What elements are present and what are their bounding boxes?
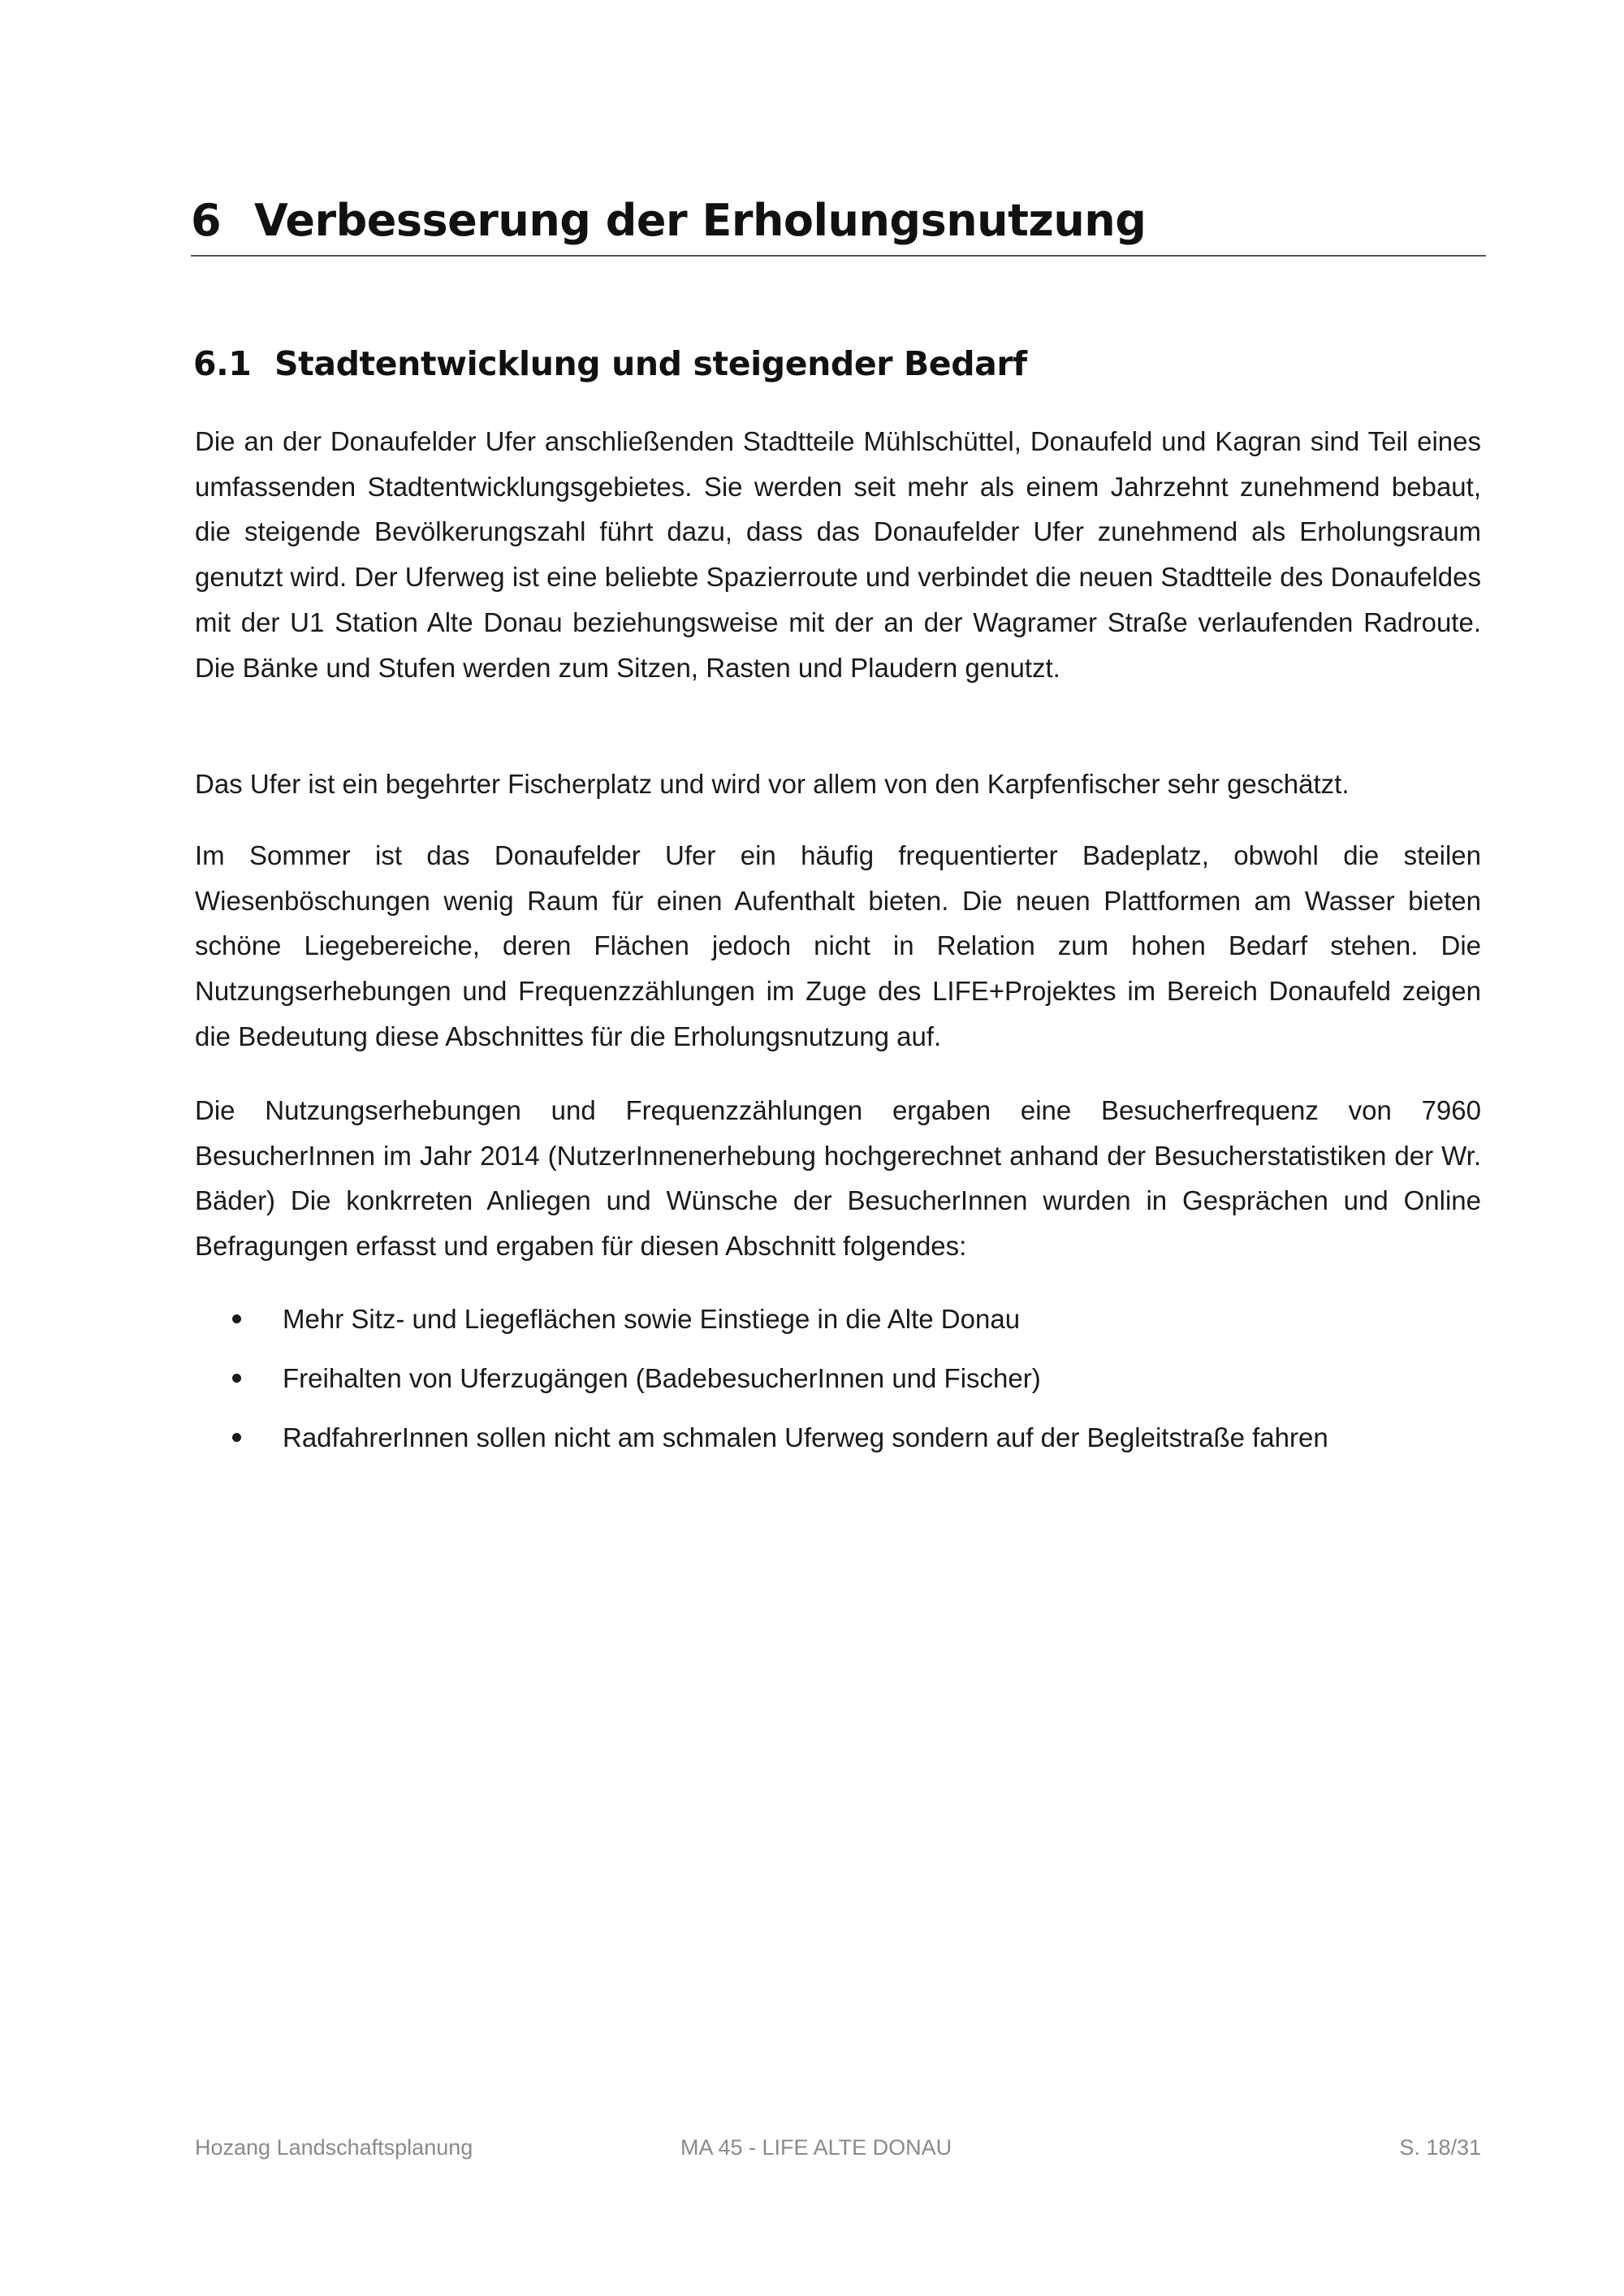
section-number: 6.1 xyxy=(193,344,252,383)
section-title: Stadtentwicklung und steigender Bedarf xyxy=(274,344,1027,383)
requests-list xyxy=(195,1297,1481,1474)
chapter-title: Verbesserung der Erholungsnutzung xyxy=(254,195,1147,246)
bullet-icon xyxy=(232,1374,241,1383)
chapter-number: 6 xyxy=(191,195,222,246)
paragraph-visitor-survey: Die Nutzungserhebungen und Frequenzzählungen ergaben eine Besucherfrequenz von 7960 BesucherInnen im Jahr 2014 (NutzerInnenerhebung hochgerechnet anhand der Besucherstatistiken der Wr. Bäder) Die konkrreten Anliegen und Wünsche der BesucherInnen wurden in Gesprächen und Online Befragungen erfasst und ergaben für diesen Abschnitt folgendes: xyxy=(195,1095,1481,1262)
paragraph-urban-development: Die an der Donaufelder Ufer anschließenden Stadtteile Mühlschüttel, Donaufeld und Kagran sind Teil eines umfassenden Stadtentwicklungsgebietes. Sie werden seit mehr als einem Jahrzehnt zunehmend bebaut, die steigende Bevölkerungszahl führt dazu, dass das Donaufelder Ufer zunehmend als Erholungsraum genutzt wird. Der Uferweg ist eine beliebte Spazierroute und verbindet die neuen Stadtteile des Donaufeldes mit der U1 Station Alte Donau beziehungsweise mit der an der Wagramer Straße verlaufenden Radroute. Die Bänke und Stufen werden zum Sitzen, Rasten und Plaudern genutzt. xyxy=(195,426,1481,683)
paragraph-fishing: Das Ufer ist ein begehrter Fischerplatz und wird vor allem von den Karpfenfischer sehr geschätzt. xyxy=(195,769,1350,799)
list-item-text: RadfahrerInnen sollen nicht am schmalen Uferweg sondern auf der Begleitstraße fahren xyxy=(283,1422,1328,1452)
list-item xyxy=(195,1415,1481,1474)
chapter-heading xyxy=(191,188,1486,257)
footer-author: Hozang Landschaftsplanung xyxy=(195,2135,473,2160)
footer-project: MA 45 - LIFE ALTE DONAU xyxy=(680,2135,952,2160)
section-heading xyxy=(193,339,1027,388)
bullet-icon xyxy=(232,1314,241,1323)
paragraph-summer-bathing: Im Sommer ist das Donaufelder Ufer ein häufig frequentierter Badeplatz, obwohl die steilen Wiesenböschungen wenig Raum für einen Aufenthalt bieten. Die neuen Plattformen am Wasser bieten schöne Liegebereiche, deren Flächen jedoch nicht in Relation zum hohen Bedarf stehen. Die Nutzungserhebungen und Frequenzzählungen im Zuge des LIFE+Projektes im Bereich Donaufeld zeigen die Bedeutung diese Abschnittes für die Erholungsnutzung auf. xyxy=(195,840,1481,1051)
footer-page-number: S. 18/31 xyxy=(1399,2135,1481,2160)
list-item xyxy=(195,1356,1481,1415)
list-item xyxy=(195,1297,1481,1356)
list-item-text: Freihalten von Uferzugängen (BadebesucherInnen und Fischer) xyxy=(283,1363,1041,1393)
list-item-text: Mehr Sitz- und Liegeflächen sowie Einstiege in die Alte Donau xyxy=(283,1304,1021,1334)
bullet-icon xyxy=(232,1433,241,1442)
